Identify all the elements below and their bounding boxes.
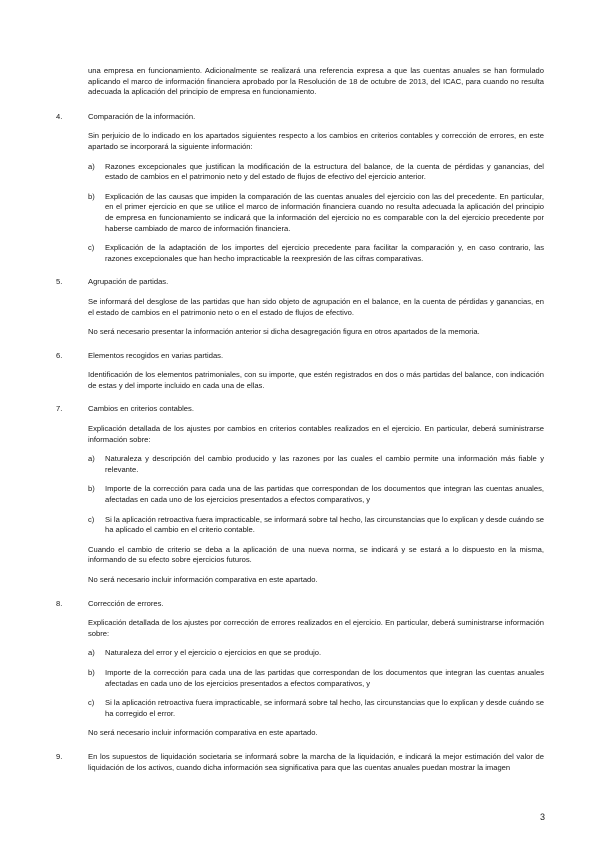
list-item — [56, 698, 544, 719]
list-item — [56, 515, 544, 536]
section-heading — [56, 112, 544, 123]
section-paragraph: Explicación detallada de los ajustes por cambios en criterios contables realizados en el ejercicio. En particular, deberá suministrarse información sobre: — [88, 424, 544, 444]
section-heading — [56, 752, 544, 773]
page-number: 3 — [539, 812, 545, 822]
section-title: Comparación de la información. — [88, 111, 196, 121]
list-item-text: Explicación de la adaptación de los importes del ejercicio precedente para facilitar la comparación y, en caso contrario, las razones excepcionales que han hecho impracticable la reexpresión de las cifras comparativas. — [105, 243, 544, 263]
section-paragraph: Sin perjuicio de lo indicado en los apartados siguientes respecto a los cambios en criterios contables y corrección de errores, en este apartado se incorporará la siguiente información: — [88, 131, 544, 151]
section-number: 6. — [56, 350, 63, 360]
list-item-letter: c) — [88, 698, 95, 708]
section-title: Elementos recogidos en varias partidas. — [88, 350, 224, 360]
list-item-letter: c) — [88, 243, 95, 253]
list-item-text: Si la aplicación retroactiva fuera impracticable, se informará sobre tal hecho, las circunstancias que lo explican y desde cuándo se ha aplicado el cambio en el criterio contable. — [105, 514, 544, 535]
list-item — [56, 668, 544, 689]
list-item — [56, 648, 544, 659]
list-item-letter: a) — [88, 648, 95, 658]
list-item-letter: b) — [88, 484, 95, 494]
section-paragraph: Cuando el cambio de criterio se deba a la aplicación de una nueva norma, se indicará y se estará a lo dispuesto en la misma, informando de su efecto sobre ejercicios futuros. — [88, 544, 544, 565]
section-9 — [56, 752, 544, 773]
section-number: 9. — [56, 751, 63, 761]
section-7 — [56, 404, 544, 585]
list-item-text: Si la aplicación retroactiva fuera impracticable, se informará sobre tal hecho, las circunstancias que lo explican y desde cuándo se ha corregido el error. — [105, 698, 544, 718]
section-title: En los supuestos de liquidación societaria se informará sobre la marcha de la liquidación, e indicará la mejor estimación del valor de liquidación de los activos, cuando dicha información sea significativa para que las cuentas anuales puedan mostrar la imagen — [88, 751, 544, 772]
section-paragraph: No será necesario incluir información comparativa en este apartado. — [88, 575, 318, 584]
section-title: Corrección de errores. — [88, 598, 164, 608]
list-item-letter: b) — [88, 667, 95, 677]
section-number: 4. — [56, 111, 63, 121]
section-heading — [56, 277, 544, 288]
section-title: Agrupación de partidas. — [88, 277, 169, 287]
list-item — [56, 454, 544, 475]
list-item — [56, 192, 544, 234]
list-item — [56, 484, 544, 505]
list-item-letter: a) — [88, 161, 95, 171]
list-item-text: Importe de la corrección para cada una de las partidas que correspondan de los documentos que integran las cuentas anuales, afectadas en cada uno de los ejercicios presentados a efectos comparativos, y — [105, 484, 544, 505]
intro-continuation-paragraph: una empresa en funcionamiento. Adicionalmente se realizará una referencia expresa a que las cuentas anuales se han formulado aplicando el marco de información financiera aprobado por la Resolución de 18 de octubre de 2013, del ICAC, para cuando no resulta adecuada la aplicación del principio de empresa en funcionamiento. — [88, 66, 544, 97]
list-item-text: Naturaleza del error y el ejercicio o ejercicios en que se produjo. — [105, 648, 322, 658]
list-item-text: Importe de la corrección para cada una de las partidas que correspondan de los documentos que integran las cuentas anuales afectadas en cada uno de los ejercicios presentados a efectos comparativos, y — [105, 667, 544, 688]
section-paragraph: No será necesario incluir información comparativa en este apartado. — [88, 728, 318, 738]
section-title: Cambios en criterios contables. — [88, 404, 194, 414]
list-item — [56, 162, 544, 183]
document-body — [56, 66, 544, 786]
section-paragraph: Explicación detallada de los ajustes por corrección de errores realizados en el ejercicio. En particular, deberá suministrarse información sobre: — [88, 618, 544, 638]
list-item-text: Razones excepcionales que justifican la modificación de la estructura del balance, de la cuenta de pérdidas y ganancias, del estado de cambios en el patrimonio neto y del estado de flujos de efectivo del ejercicio anterior. — [105, 161, 544, 182]
section-number: 5. — [56, 277, 63, 287]
section-paragraph: Identificación de los elementos patrimoniales, con su importe, que estén registrados en dos o más partidas del balance, con indicación de estas y del importe incluido en cada una de ellas. — [88, 370, 544, 390]
section-number: 7. — [56, 404, 63, 414]
section-heading — [56, 599, 544, 610]
section-4 — [56, 112, 544, 265]
list-item-letter: a) — [88, 454, 95, 464]
section-heading — [56, 351, 544, 362]
section-paragraph: No será necesario presentar la información anterior si dicha desagregación figura en otros apartados de la memoria. — [88, 327, 480, 337]
list-item-text: Explicación de las causas que impiden la comparación de las cuentas anuales del ejercicio con las del precedente. En particular, en el primer ejercicio en que se utilice el marco de información financiera cuando no resulta adecuada la aplicación del principio de empresa en funcionamiento se indicará que la información del ejercicio no es comparable con la del ejercicio precedente por haberse cambiado de marco de información financiera. — [105, 191, 544, 233]
list-item-letter: c) — [88, 514, 95, 524]
list-item-letter: b) — [88, 191, 95, 201]
section-6 — [56, 351, 544, 392]
sections-container — [56, 112, 544, 773]
section-heading — [56, 404, 544, 415]
list-item — [56, 243, 544, 264]
section-paragraph: Se informará del desglose de las partidas que han sido objeto de agrupación en el balance, en la cuenta de pérdidas y ganancias, en el estado de cambios en el patrimonio neto o en el estado de flujos de efectivo. — [88, 296, 544, 317]
list-item-text: Naturaleza y descripción del cambio producido y las razones por las cuales el cambio permite una información más fiable y relevante. — [105, 454, 544, 474]
section-8 — [56, 599, 544, 739]
section-number: 8. — [56, 598, 63, 608]
section-5 — [56, 277, 544, 337]
